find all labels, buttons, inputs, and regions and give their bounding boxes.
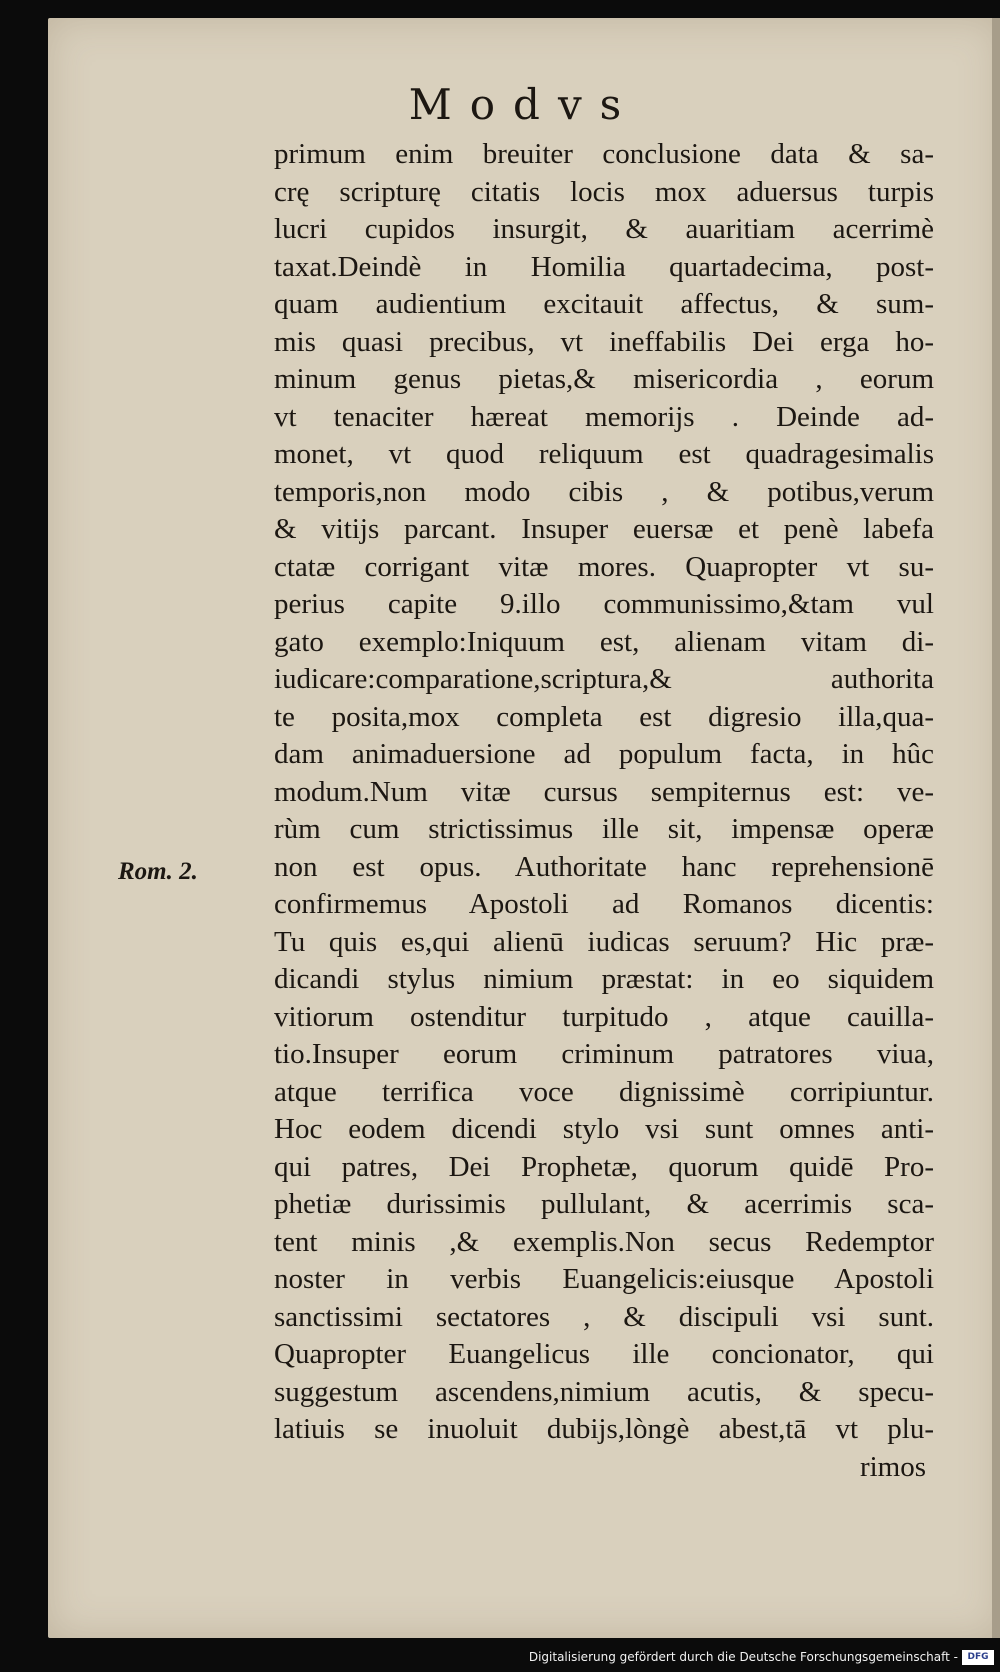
text-line: perius capite 9.illo communissimo,&tam vul bbox=[274, 588, 934, 620]
text-line: minum genus pietas,& misericordia , eorum bbox=[274, 363, 934, 395]
text-line: taxat.Deindè in Homilia quartadecima, post- bbox=[274, 250, 934, 283]
text-line: phetiæ durissimis pullulant, & acerrimis sca- bbox=[274, 1188, 934, 1220]
text-line: non est opus. Authoritate hanc reprehensionē bbox=[274, 850, 934, 883]
text-line: noster in verbis Euangelicis:eiusque Apostoli bbox=[274, 1263, 934, 1295]
dfg-logo-icon: DFG bbox=[962, 1650, 994, 1665]
text-line: mis quasi precibus, vt ineffabilis Dei erga ho- bbox=[274, 325, 934, 358]
text-line: tio.Insuper eorum criminum patratores viua, bbox=[274, 1038, 934, 1070]
text-line: latiuis se inuoluit dubijs,lòngè abest,tā vt plu- bbox=[274, 1413, 934, 1445]
text-line: dam animaduersione ad populum facta, in hûc bbox=[274, 738, 934, 770]
text-line: Hoc eodem dicendi stylo vsi sunt omnes anti- bbox=[274, 1113, 934, 1145]
text-line: rùm cum strictissimus ille sit, impensæ operæ bbox=[274, 813, 934, 845]
text-line: vitiorum ostenditur turpitudo , atque cauilla- bbox=[274, 1000, 934, 1033]
page-edge bbox=[992, 18, 1000, 1638]
text-line: Quapropter Euangelicus ille concionator, qui bbox=[274, 1338, 934, 1370]
text-line: modum.Num vitæ cursus sempiternus est: ve- bbox=[274, 775, 934, 808]
digitization-credit: Digitalisierung gefördert durch die Deutsche Forschungsgemeinschaft - bbox=[528, 1650, 958, 1664]
text-line: ctatæ corrigant vitæ mores. Quapropter vt su- bbox=[274, 550, 934, 583]
text-line: temporis,non modo cibis , & potibus,verum bbox=[274, 475, 934, 508]
text-line: lucri cupidos insurgit, & auaritiam acerrimè bbox=[274, 213, 934, 245]
marginal-note: Rom. 2. bbox=[118, 858, 198, 885]
text-line: te posita,mox completa est digresio illa,qua- bbox=[274, 700, 934, 733]
text-line: sanctissimi sectatores , & discipuli vsi sunt. bbox=[274, 1300, 934, 1333]
text-line: crę scripturę citatis locis mox aduersus turpis bbox=[274, 175, 934, 208]
text-line: suggestum ascendens,nimium acutis, & specu- bbox=[274, 1375, 934, 1408]
text-line: iudicare:comparatione,scriptura,& authorita bbox=[274, 663, 934, 695]
text-line: gato exemplo:Iniquum est, alienam vitam di- bbox=[274, 625, 934, 658]
text-line: atque terrifica voce dignissimè corripiuntur. bbox=[274, 1075, 934, 1108]
text-line: primum enim breuiter conclusione data & sa- bbox=[274, 138, 934, 170]
text-line: & vitijs parcant. Insuper euersæ et penè labefa bbox=[274, 513, 934, 545]
text-line: monet, vt quod reliquum est quadragesimalis bbox=[274, 438, 934, 470]
body-text bbox=[274, 136, 934, 1486]
paper-sheet bbox=[48, 18, 1000, 1638]
running-head: Modvs bbox=[408, 80, 640, 129]
text-line: vt tenaciter hæreat memorijs . Deinde ad- bbox=[274, 400, 934, 433]
text-line: tent minis ,& exemplis.Non secus Redemptor bbox=[274, 1225, 934, 1258]
text-line: qui patres, Dei Prophetæ, quorum quidē Pro- bbox=[274, 1150, 934, 1183]
footer-bar bbox=[0, 1638, 1000, 1672]
text-line: dicandi stylus nimium præstat: in eo siquidem bbox=[274, 963, 934, 995]
text-line: quam audientium excitauit affectus, & sum- bbox=[274, 288, 934, 320]
text-line: confirmemus Apostoli ad Romanos dicentis: bbox=[274, 888, 934, 920]
catchword: rimos bbox=[859, 1450, 926, 1483]
text-line: Tu quis es,qui alienū iudicas seruum? Hic præ- bbox=[274, 925, 934, 958]
